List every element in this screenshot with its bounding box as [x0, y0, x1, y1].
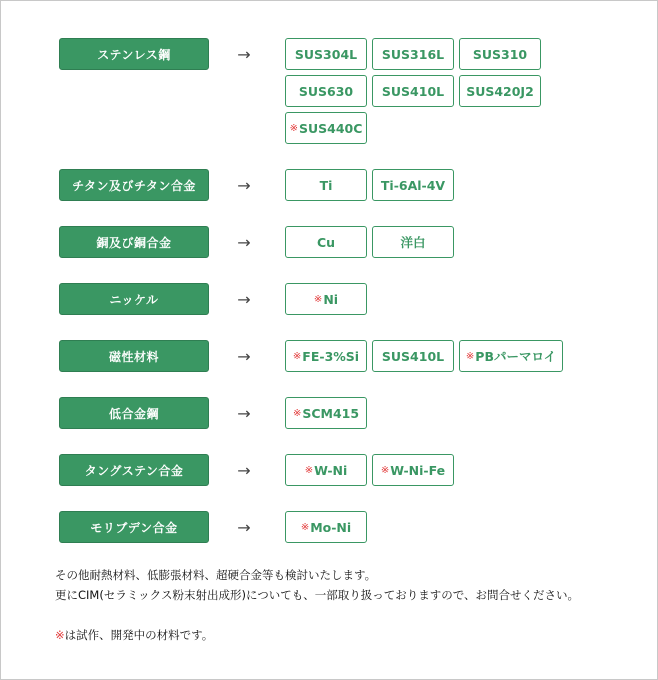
- arrow-right-icon: →: [237, 175, 251, 195]
- material-chip[interactable]: [285, 340, 367, 372]
- arrow-right-icon: →: [237, 403, 251, 423]
- material-chip-label: SUS420J2: [466, 83, 534, 99]
- material-chip[interactable]: [372, 169, 454, 201]
- trial-mark: ※: [380, 464, 390, 476]
- arrow-right-icon: →: [237, 460, 251, 480]
- material-chip-label: Mo-Ni: [310, 519, 352, 535]
- arrow-right-icon: →: [237, 346, 251, 366]
- material-chip-label: Ni: [323, 291, 339, 307]
- material-chip-label: SCM415: [302, 405, 360, 421]
- trial-mark: ※: [289, 122, 298, 134]
- material-chip-label: 洋白: [400, 235, 426, 250]
- material-chip[interactable]: [459, 38, 541, 70]
- material-chip[interactable]: [285, 38, 367, 70]
- notes: [55, 565, 579, 645]
- material-chip[interactable]: [285, 112, 367, 144]
- material-chip-label: SUS410L: [381, 83, 445, 99]
- trial-mark: ※: [292, 407, 302, 419]
- note-line-1: その他耐熱材料、低膨張材料、超硬合金等も検討いたします。: [55, 568, 377, 582]
- material-chip[interactable]: [459, 75, 541, 107]
- category-button[interactable]: チタン及びチタン合金: [59, 169, 209, 201]
- material-chip[interactable]: [372, 226, 454, 258]
- category-button[interactable]: 低合金鋼: [59, 397, 209, 429]
- material-chip-label: SUS304L: [294, 46, 358, 62]
- material-chip[interactable]: [459, 340, 563, 372]
- category-button[interactable]: ニッケル: [59, 283, 209, 315]
- footnote-text: は試作、開発中の材料です。: [64, 628, 214, 642]
- material-chip-label: SUS440C: [298, 120, 363, 136]
- category-button[interactable]: 磁性材料: [59, 340, 209, 372]
- category-button[interactable]: ステンレス鋼: [59, 38, 209, 70]
- material-chip[interactable]: [285, 511, 367, 543]
- material-chip-label: FE-3%Si: [302, 348, 360, 364]
- note-line-2: 更にCIM(セラミックス粉末射出成形)についても、一部取り扱っておりますので、お問合せください。: [55, 588, 580, 602]
- material-chip-label: PBパーマロイ: [475, 349, 557, 364]
- trial-mark: ※: [304, 464, 314, 476]
- trial-mark: ※: [300, 521, 310, 533]
- material-chip[interactable]: [372, 454, 454, 486]
- footnote-mark: ※: [55, 628, 65, 642]
- material-chip[interactable]: [285, 226, 367, 258]
- material-chip-label: SUS310: [472, 46, 528, 62]
- trial-mark: ※: [292, 350, 302, 362]
- arrow-right-icon: →: [237, 44, 251, 64]
- material-chip-label: SUS630: [298, 83, 354, 99]
- material-chip[interactable]: [372, 340, 454, 372]
- material-chip-label: SUS410L: [381, 348, 445, 364]
- material-chip[interactable]: [372, 38, 454, 70]
- material-chip[interactable]: [285, 75, 367, 107]
- material-chip[interactable]: [285, 169, 367, 201]
- material-chip-label: Ti: [319, 177, 333, 193]
- material-chip-label: W-Ni-Fe: [390, 462, 446, 478]
- spacer: [55, 605, 579, 625]
- material-chip[interactable]: [285, 283, 367, 315]
- arrow-right-icon: →: [237, 289, 251, 309]
- material-chip-label: Ti-6Al-4V: [380, 177, 446, 193]
- footnote: [55, 625, 579, 645]
- category-button[interactable]: モリブデン合金: [59, 511, 209, 543]
- arrow-right-icon: →: [237, 232, 251, 252]
- trial-mark: ※: [313, 293, 323, 305]
- trial-mark: ※: [465, 350, 475, 362]
- category-button[interactable]: 銅及び銅合金: [59, 226, 209, 258]
- material-chip-label: SUS316L: [381, 46, 445, 62]
- category-button[interactable]: タングステン合金: [59, 454, 209, 486]
- material-chip-label: Cu: [316, 234, 336, 250]
- material-chip-label: W-Ni: [314, 462, 348, 478]
- material-chip[interactable]: [285, 454, 367, 486]
- material-chip[interactable]: [372, 75, 454, 107]
- material-chip[interactable]: [285, 397, 367, 429]
- arrow-right-icon: →: [237, 517, 251, 537]
